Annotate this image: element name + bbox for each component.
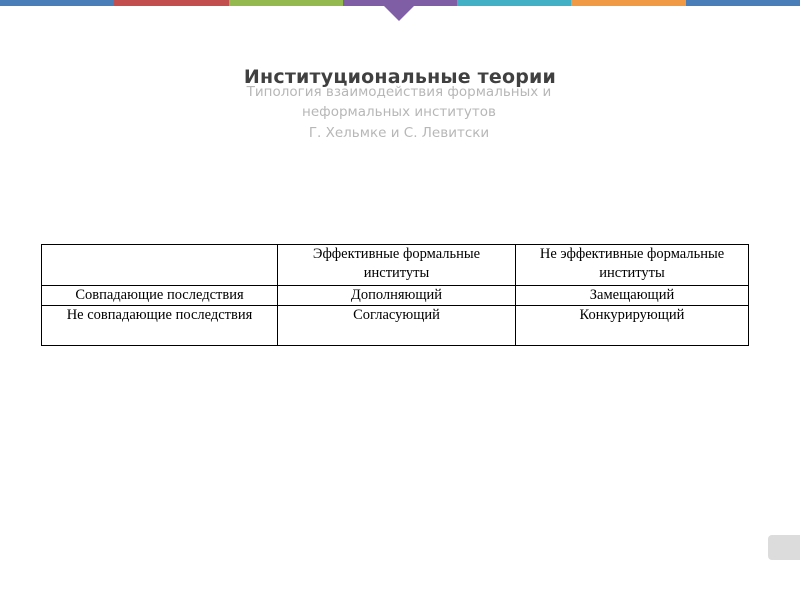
slide-nav-button[interactable] — [768, 535, 800, 560]
row-header-cell: Совпадающие последствия — [42, 286, 278, 306]
topbar-segment — [229, 0, 343, 6]
topbar-segment — [457, 0, 571, 6]
table-cell: Согласующий — [278, 306, 516, 346]
subtitle-author: Г. Хельмке и С. Левитски — [308, 125, 490, 141]
column-header-effective: Эффективные формальные институты — [278, 245, 516, 286]
topbar-segment — [571, 0, 685, 6]
topbar-segment — [686, 0, 800, 6]
typology-table — [41, 244, 749, 346]
subtitle-text: Типология взаимодействия формальных и неформальных институтов — [246, 84, 552, 120]
triangle-marker-icon — [383, 5, 415, 21]
slide-title: Институциональные теории — [243, 66, 557, 88]
column-header-not-effective: Не эффективные формальные институты — [516, 245, 749, 286]
slide-subtitle — [240, 82, 558, 143]
table-row — [42, 286, 749, 306]
topbar-segment — [114, 0, 228, 6]
table-row — [42, 306, 749, 346]
table-cell: Конкурирующий — [516, 306, 749, 346]
row-header-cell: Не совпадающие последствия — [42, 306, 278, 346]
table-cell: Замещающий — [516, 286, 749, 306]
table-corner-cell — [42, 245, 278, 286]
table-header-row — [42, 245, 749, 286]
table-cell: Дополняющий — [278, 286, 516, 306]
topbar-segment — [0, 0, 114, 6]
